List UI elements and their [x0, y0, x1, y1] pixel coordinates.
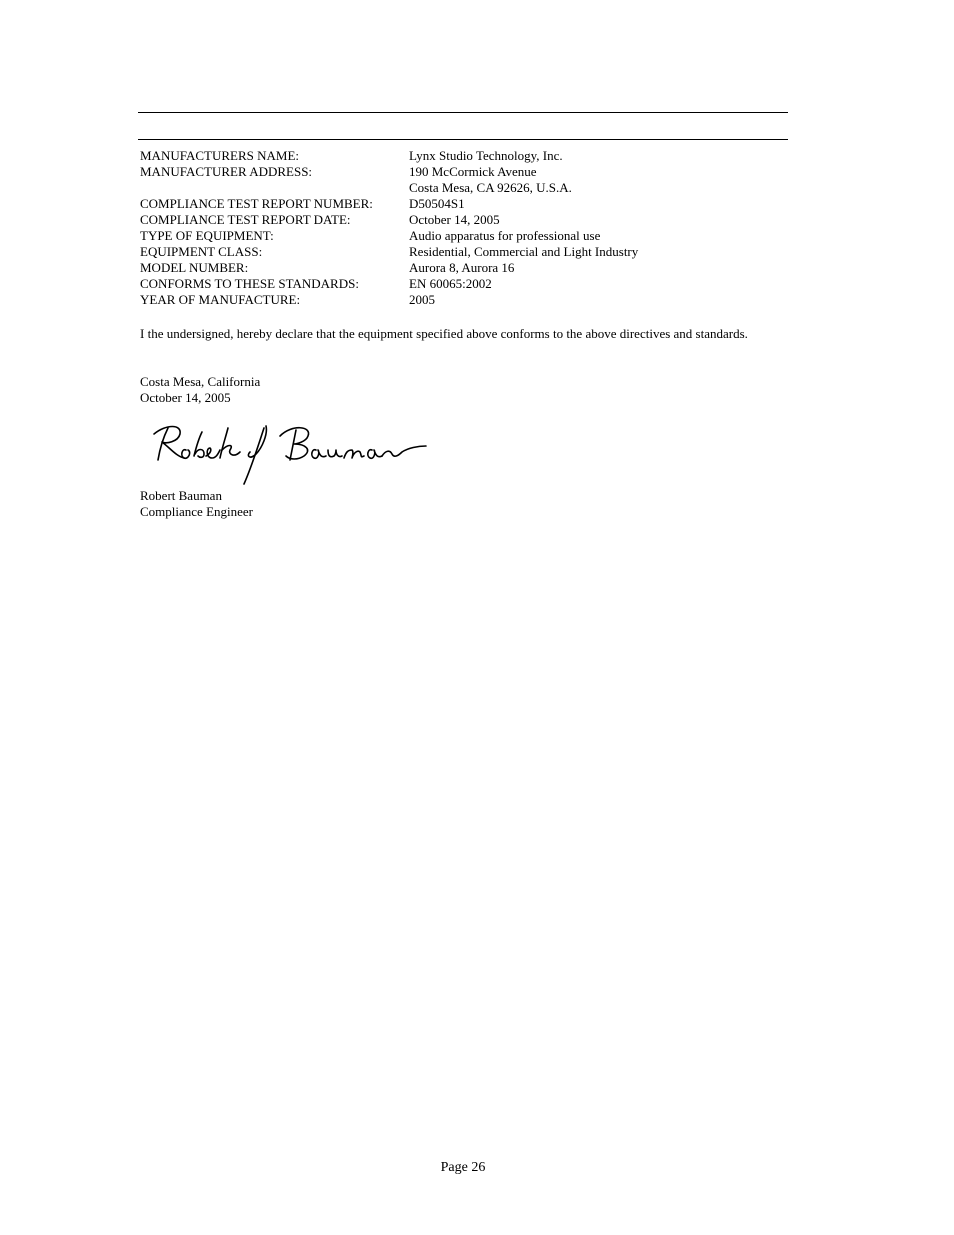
place-date-block	[140, 374, 260, 406]
spec-row	[140, 260, 788, 276]
page-number: Page 26	[440, 1160, 486, 1175]
signer-name: Robert Bauman	[140, 488, 222, 503]
spec-row	[140, 148, 788, 164]
spec-label: YEAR OF MANUFACTURE:	[140, 292, 301, 307]
header-rule-bottom	[138, 139, 788, 140]
spec-row	[140, 180, 788, 196]
spec-label: COMPLIANCE TEST REPORT NUMBER:	[140, 196, 373, 211]
spec-label: TYPE OF EQUIPMENT:	[140, 228, 274, 243]
spec-row	[140, 244, 788, 260]
spec-label: MODEL NUMBER:	[140, 260, 249, 275]
spec-row	[140, 164, 788, 180]
spec-value: 2005	[409, 292, 435, 307]
signer-title: Compliance Engineer	[140, 504, 253, 519]
handwritten-signature	[140, 414, 430, 490]
spec-label: MANUFACTURERS NAME:	[140, 148, 300, 163]
spec-value: October 14, 2005	[409, 212, 500, 227]
spec-value: Residential, Commercial and Light Industry	[409, 244, 639, 259]
spec-value: 190 McCormick Avenue	[409, 164, 537, 179]
signer-block	[140, 488, 253, 520]
signing-place: Costa Mesa, California	[140, 374, 261, 389]
spec-value: Aurora 8, Aurora 16	[409, 260, 515, 275]
specification-table	[140, 148, 788, 308]
spec-value: Lynx Studio Technology, Inc.	[409, 148, 563, 163]
header-rule-top	[138, 112, 788, 113]
spec-label	[140, 180, 409, 196]
spec-label: CONFORMS TO THESE STANDARDS:	[140, 276, 359, 291]
spec-value: Costa Mesa, CA 92626, U.S.A.	[409, 180, 572, 195]
spec-label: MANUFACTURER ADDRESS:	[140, 164, 313, 179]
spec-value: EN 60065:2002	[409, 276, 492, 291]
spec-value: Audio apparatus for professional use	[409, 228, 601, 243]
spec-row	[140, 196, 788, 212]
spec-row	[140, 276, 788, 292]
spec-row	[140, 292, 788, 308]
spec-row	[140, 212, 788, 228]
declaration-paragraph: I the undersigned, hereby declare that the equipment specified above conforms to the above directives and standards.	[140, 326, 748, 341]
spec-value: D50504S1	[409, 196, 465, 211]
signing-date: October 14, 2005	[140, 390, 231, 405]
spec-row	[140, 228, 788, 244]
spec-label: EQUIPMENT CLASS:	[140, 244, 263, 259]
spec-label: COMPLIANCE TEST REPORT DATE:	[140, 212, 351, 227]
